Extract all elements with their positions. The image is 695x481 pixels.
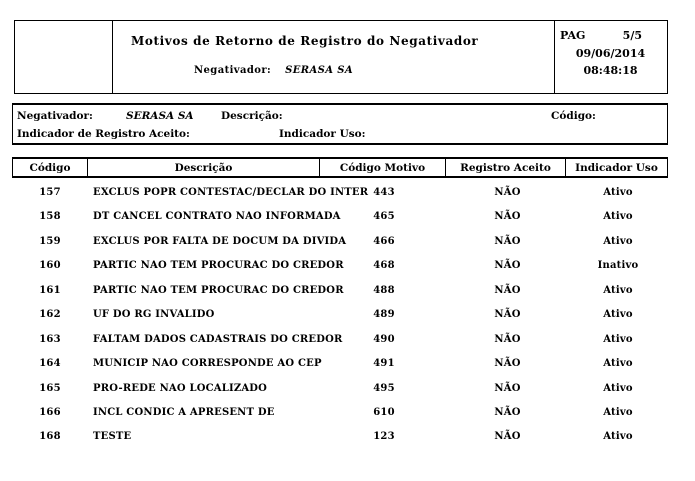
cell-registro-aceito: NÃO xyxy=(494,382,521,394)
table-row xyxy=(0,428,695,452)
col-header-indicador-uso: Indicador Uso xyxy=(575,161,658,174)
cell-codigo: 163 xyxy=(39,333,61,345)
cell-codigo-motivo: 465 xyxy=(373,211,395,223)
pag-label: PAG xyxy=(560,29,586,42)
report-header xyxy=(14,20,668,94)
cell-codigo: 158 xyxy=(39,211,61,223)
cell-codigo: 162 xyxy=(39,309,61,321)
cell-descricao: TESTE xyxy=(93,431,132,443)
report-subtitle xyxy=(194,65,353,76)
cell-codigo-motivo: 488 xyxy=(373,284,395,296)
cell-descricao: PARTIC NAO TEM PROCURAC DO CREDOR xyxy=(93,260,344,272)
cell-codigo-motivo: 468 xyxy=(373,260,395,272)
cell-descricao: EXCLUS POPR CONTESTAC/DECLAR DO INTER xyxy=(93,187,369,198)
col-header-descricao: Descrição xyxy=(88,159,320,176)
table-header xyxy=(12,157,668,178)
cell-codigo: 159 xyxy=(39,235,61,247)
cell-registro-aceito: NÃO xyxy=(494,406,521,418)
filter-negativador-value: SERASA SA xyxy=(126,110,194,122)
cell-indicador-uso: Ativo xyxy=(603,309,633,321)
cell-indicador-uso: Ativo xyxy=(603,187,633,198)
col-header-codigo-motivo: Código Motivo xyxy=(320,159,446,176)
cell-indicador-uso: Ativo xyxy=(603,382,633,394)
table-row xyxy=(0,233,695,257)
cell-descricao: MUNICIP NAO CORRESPONDE AO CEP xyxy=(93,358,322,370)
table-row xyxy=(0,282,695,306)
table-row xyxy=(0,208,695,232)
header-divider-left xyxy=(112,21,113,93)
cell-registro-aceito: NÃO xyxy=(494,187,521,198)
cell-registro-aceito: NÃO xyxy=(494,284,521,296)
cell-descricao: PARTIC NAO TEM PROCURAC DO CREDOR xyxy=(93,284,344,296)
cell-codigo-motivo: 489 xyxy=(373,309,395,321)
table-body xyxy=(0,184,695,453)
cell-registro-aceito: NÃO xyxy=(494,333,521,345)
cell-codigo-motivo: 610 xyxy=(373,406,395,418)
cell-descricao: FALTAM DADOS CADASTRAIS DO CREDOR xyxy=(93,333,343,345)
filter-indicador-registro-aceito-label: Indicador de Registro Aceito: xyxy=(17,128,190,140)
cell-codigo-motivo: 123 xyxy=(373,431,395,443)
cell-codigo: 161 xyxy=(39,284,61,296)
cell-indicador-uso: Ativo xyxy=(603,333,633,345)
cell-codigo: 165 xyxy=(39,382,61,394)
cell-registro-aceito: NÃO xyxy=(494,260,521,272)
cell-codigo: 157 xyxy=(39,187,61,198)
table-row xyxy=(0,184,695,208)
col-header-registro-aceito: Registro Aceito xyxy=(446,159,566,176)
table-row xyxy=(0,257,695,281)
table-row xyxy=(0,306,695,330)
table-row xyxy=(0,355,695,379)
cell-indicador-uso: Ativo xyxy=(603,431,633,443)
header-negativador-label: Negativador: xyxy=(194,65,272,76)
cell-codigo-motivo: 466 xyxy=(373,235,395,247)
pag-value: 5/5 xyxy=(622,29,642,42)
cell-descricao: INCL CONDIC A APRESENT DE xyxy=(93,406,275,418)
cell-codigo: 168 xyxy=(39,431,61,443)
report-title: Motivos de Retorno de Registro do Negativador xyxy=(131,34,479,48)
cell-descricao: PRO-REDE NAO LOCALIZADO xyxy=(93,382,268,394)
table-row xyxy=(0,404,695,428)
cell-indicador-uso: Ativo xyxy=(603,284,633,296)
cell-registro-aceito: NÃO xyxy=(494,211,521,223)
cell-registro-aceito: NÃO xyxy=(494,235,521,247)
cell-registro-aceito: NÃO xyxy=(494,309,521,321)
filter-codigo-label: Código: xyxy=(551,110,596,122)
report-date: 09/06/2014 xyxy=(575,47,646,60)
cell-codigo: 160 xyxy=(39,260,61,272)
page-indicator xyxy=(560,29,642,42)
cell-codigo-motivo: 443 xyxy=(373,187,395,198)
header-negativador-value: SERASA SA xyxy=(285,65,354,76)
cell-registro-aceito: NÃO xyxy=(494,431,521,443)
filter-indicador-uso-label: Indicador Uso: xyxy=(279,128,366,140)
cell-descricao: EXCLUS POR FALTA DE DOCUM DA DIVIDA xyxy=(93,235,347,247)
cell-indicador-uso: Ativo xyxy=(603,211,633,223)
cell-indicador-uso: Ativo xyxy=(603,406,633,418)
cell-codigo: 164 xyxy=(39,358,61,370)
cell-codigo: 166 xyxy=(39,406,61,418)
report-time: 08:48:18 xyxy=(583,64,638,77)
filter-descricao-label: Descrição: xyxy=(221,110,283,122)
cell-indicador-uso: Ativo xyxy=(603,358,633,370)
cell-descricao: DT CANCEL CONTRATO NAO INFORMADA xyxy=(93,211,341,223)
table-row xyxy=(0,331,695,355)
cell-indicador-uso: Ativo xyxy=(603,235,633,247)
cell-descricao: UF DO RG INVALIDO xyxy=(93,309,215,321)
filter-negativador-label: Negativador: xyxy=(17,110,93,122)
col-header-codigo: Código xyxy=(13,159,88,176)
table-row xyxy=(0,380,695,404)
cell-codigo-motivo: 495 xyxy=(373,382,395,394)
cell-registro-aceito: NÃO xyxy=(494,358,521,370)
cell-codigo-motivo: 490 xyxy=(373,333,395,345)
cell-codigo-motivo: 491 xyxy=(373,358,395,370)
filter-bar xyxy=(12,103,668,145)
cell-indicador-uso: Inativo xyxy=(597,260,639,272)
